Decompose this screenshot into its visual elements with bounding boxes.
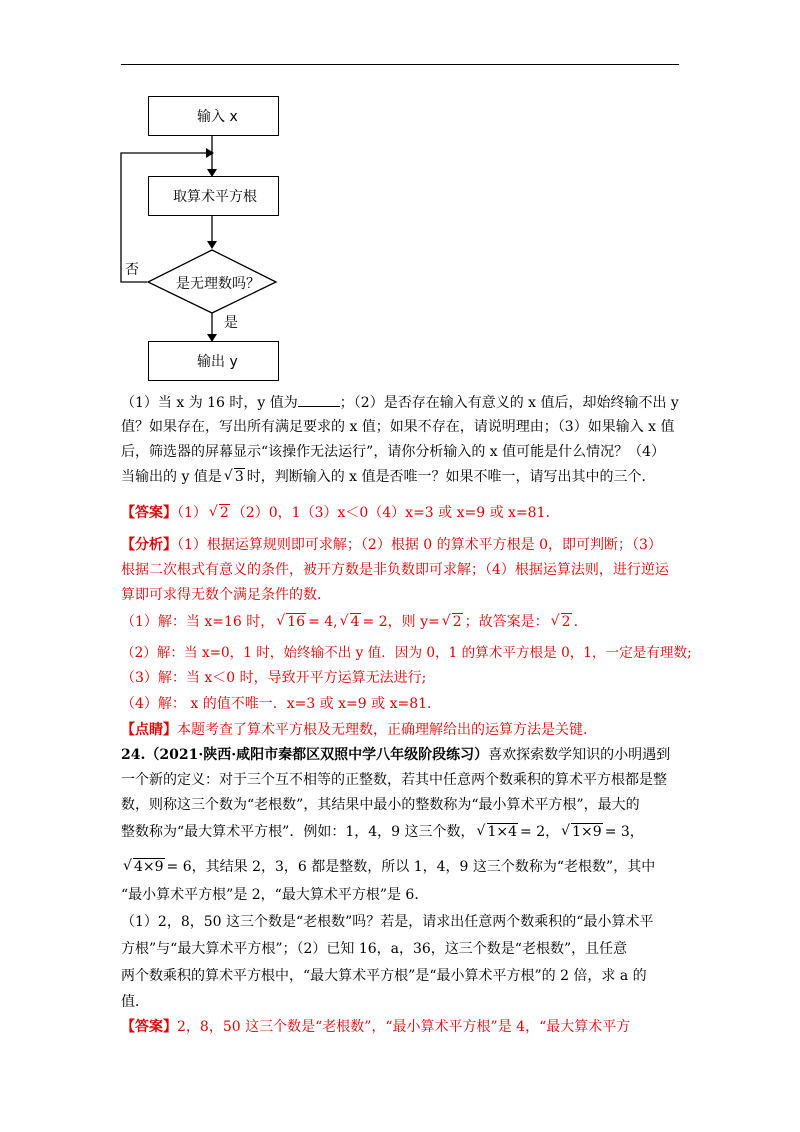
flow-yes-label: 是 [224,315,238,331]
q24-line-1: 24.（2021·陕西·咸阳市秦都区双照中学八年级阶段练习）喜欢探索数学知识的小明遇到 [121,747,671,763]
q24-line-5: √ 4×9 = 6，其结果 2，3，6 都是整数，所以 1，4，9 这三个数称为“老根数”，其中 [121,857,655,877]
flow-process-box: 取算术平方根 [148,176,279,216]
q24-line-6: “最小算术平方根”是 2，“最大算术平方根”是 6． [121,887,429,903]
q24-line-10: 值． [121,994,149,1010]
q24-line-8: 方根”与“最大算术平方根”；（2）已知 16，a，36，这三个数是“老根数”，且任意 [121,941,628,957]
q24-line-4: 整数称为“最大算术平方根”．例如：1，4，9 这三个数，√ 1×4 = 2，√ 1×9 = 3， [121,822,644,842]
flowchart-diagram [0,0,800,380]
q23-analysis-3: 算即可求得无数个满足条件的数. [121,587,322,603]
q23-solution-2: （2）解：当 x=0，1 时，始终输不出 y 值．因为 0，1 的算术平方根是 0，1，一定是有理数; [121,645,692,661]
q24-line-7: （1）2，8，50 这三个数是“老根数”吗？若是，请求出任意两个数乘积的“最小算术平 [121,914,654,930]
flow-input-box: 输入 x [148,96,279,136]
q23-solution-3: （3）解：当 x＜0 时，导致开平方运算无法进行; [121,670,427,686]
flow-output-box: 输出 y [148,341,279,381]
q23-line-2: 值？如果存在，写出所有满足要求的 x 值；如果不存在，请说明理由；（3）如果输入 x 值 [121,419,675,435]
q23-answer: 【答案】（1）√ 2 （2）0，1（3）x＜0（4）x=3 或 x=9 或 x=81. [121,503,550,523]
arrowhead-2 [207,241,217,249]
q23-solution-4: （4）解： x 的值不唯一．x=3 或 x=9 或 x=81. [121,696,432,712]
arrowhead-loop [206,148,214,158]
q24-line-2: 一个新的定义：对于三个互不相等的正整数，若其中任意两个数乘积的算术平方根都是整 [121,772,667,788]
q23-line-1: （1）当 x 为 16 时，y 值为 ；（2）是否存在输入有意义的 x 值后，却始终输不出 y [121,392,679,413]
flow-no-label: 否 [125,262,139,278]
q23-analysis-1: 【分析】（1）根据运算规则即可求解；（2）根据 0 的算术平方根是 0，即可判断；（3） [121,537,662,553]
q23-comment: 【点睛】本题考查了算术平方根及无理数，正确理解给出的运算方法是关键. [121,722,588,738]
q23-line-3: 后，筛选器的屏幕显示“该操作无法运行”，请你分析输入的 x 值可能是什么情况？（4） [121,444,666,460]
q23-analysis-2: 根据二次根式有意义的条件，被开方数是非负数即可求解；（4）根据运算法则，进行逆运 [121,562,669,578]
q24-line-3: 数，则称这三个数为“老根数”，其结果中最小的整数称为“最小算术平方根”，最大的 [121,797,640,813]
flow-decision-label: 是无理数吗？ [176,276,260,292]
q24-line-9: 两个数乘积的算术平方根中，“最大算术平方根”是“最小算术平方根”的 2 倍，求 a 的 [121,968,647,984]
q23-line-4: 当输出的 y 值是√ 3 时，判断输入的 x 值是否唯一？如果不唯一，请写出其中的三个． [121,467,656,487]
q23-solution-1: （1）解：当 x=16 时，√ 16 = 4,√ 4 = 2，则 y=√ 2 ；故答案是：√ 2 . [121,612,578,632]
q24-answer: 【答案】2，8，50 这三个数是“老根数”，“最小算术平方根”是 4，“最大算术平方 [121,1019,631,1035]
